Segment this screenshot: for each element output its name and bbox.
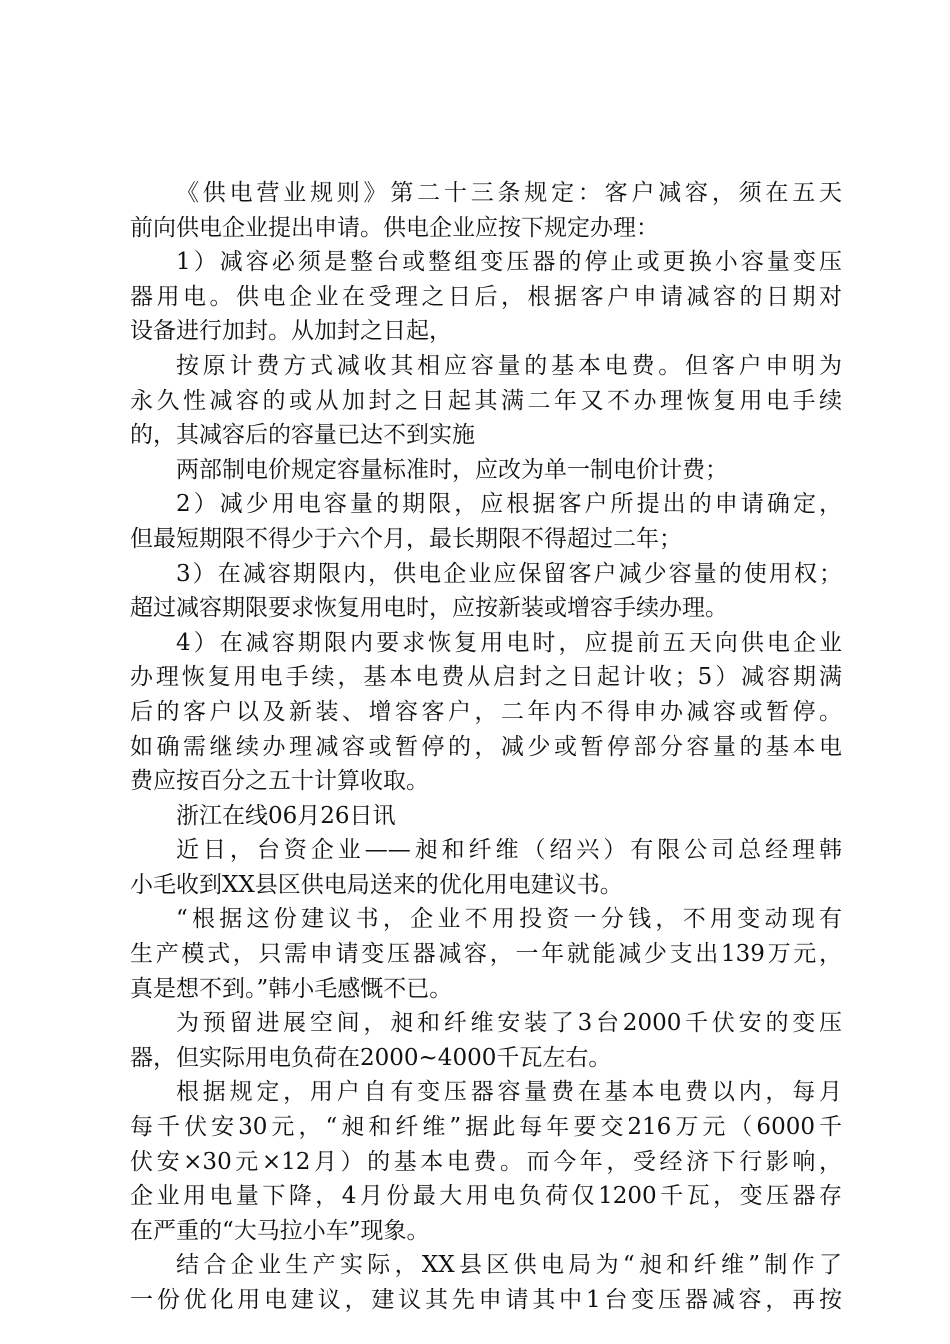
text-line: 《供电营业规则》第二十三条规定：客户减容，须在五天 [176, 180, 842, 206]
text-line: 4）在减容期限内要求恢复用电时，应提前五天向供电企业 [176, 629, 842, 656]
text-line: 在严重的“大马拉小车”现象。 [130, 1217, 430, 1244]
document-body [130, 176, 842, 1318]
text-line: 真是想不到。”韩小毛感慨不已。 [130, 975, 453, 1002]
text-line: 的，其减容后的容量已达不到实施 [130, 422, 475, 449]
text-line: 一份优化用电建议，建议其先申请其中1台变压器减容，再按 [130, 1287, 842, 1313]
text-line: 两部制电价规定容量标准时，应改为单一制电价计费； [176, 456, 728, 483]
text-line: 后的客户以及新装、增容客户，二年内不得申办减容或暂停。 [130, 698, 842, 725]
text-line: 结合企业生产实际，XX县区供电局为“昶和纤维”制作了 [176, 1252, 842, 1279]
text-line: 器用电。供电企业在受理之日后，根据客户申请减容的日期对 [130, 283, 842, 310]
text-line: 超过减容期限要求恢复用电时，应按新装或增容手续办理。 [130, 595, 728, 622]
text-line: 按原计费方式减收其相应容量的基本电费。但客户申明为 [176, 352, 842, 379]
text-line: 设备进行加封。从加封之日起， [130, 318, 452, 345]
text-line: 3）在减容期限内，供电企业应保留客户减少容量的使用权； [176, 560, 842, 587]
text-line: 企业用电量下降，4月份最大用电负荷仅1200千瓦，变压器存 [130, 1183, 842, 1210]
text-line: 1）减容必须是整台或整组变压器的停止或更换小容量变压 [176, 249, 842, 276]
text-line: 器，但实际用电负荷在2000~4000千瓦左右。 [130, 1044, 612, 1071]
text-line: 为预留进展空间，昶和纤维安装了3台2000千伏安的变压 [176, 1010, 842, 1037]
text-line: 生产模式，只需申请变压器减容，一年就能减少支出139万元， [130, 941, 842, 968]
text-line: 浙江在线06月26日讯 [176, 802, 396, 829]
text-line: 永久性减容的或从加封之日起其满二年又不办理恢复用电手续 [130, 387, 842, 414]
text-line: 但最短期限不得少于六个月，最长期限不得超过二年； [130, 525, 682, 552]
text-line: “根据这份建议书，企业不用投资一分钱，不用变动现有 [176, 906, 842, 933]
text-line: 伏安×30元×12月）的基本电费。而今年，受经济下行影响， [130, 1148, 842, 1175]
text-line: 前向供电企业提出申请。供电企业应按下规定办理： [130, 214, 659, 241]
text-line: 2）减少用电容量的期限，应根据客户所提出的申请确定， [176, 491, 842, 518]
text-line: 根据规定，用户自有变压器容量费在基本电费以内，每月 [176, 1079, 842, 1106]
text-line: 费应按百分之五十计算收取。 [130, 768, 429, 795]
text-line: 近日，台资企业——昶和纤维（绍兴）有限公司总经理韩 [176, 837, 842, 864]
text-line: 办理恢复用电手续，基本电费从启封之日起计收；5）减容期满 [130, 664, 842, 691]
text-line: 每千伏安30元，“昶和纤维”据此每年要交216万元（6000千 [130, 1114, 842, 1141]
text-line: 如确需继续办理减容或暂停的，减少或暂停部分容量的基本电 [130, 733, 842, 760]
text-line: 小毛收到XX县区供电局送来的优化用电建议书。 [130, 871, 623, 898]
